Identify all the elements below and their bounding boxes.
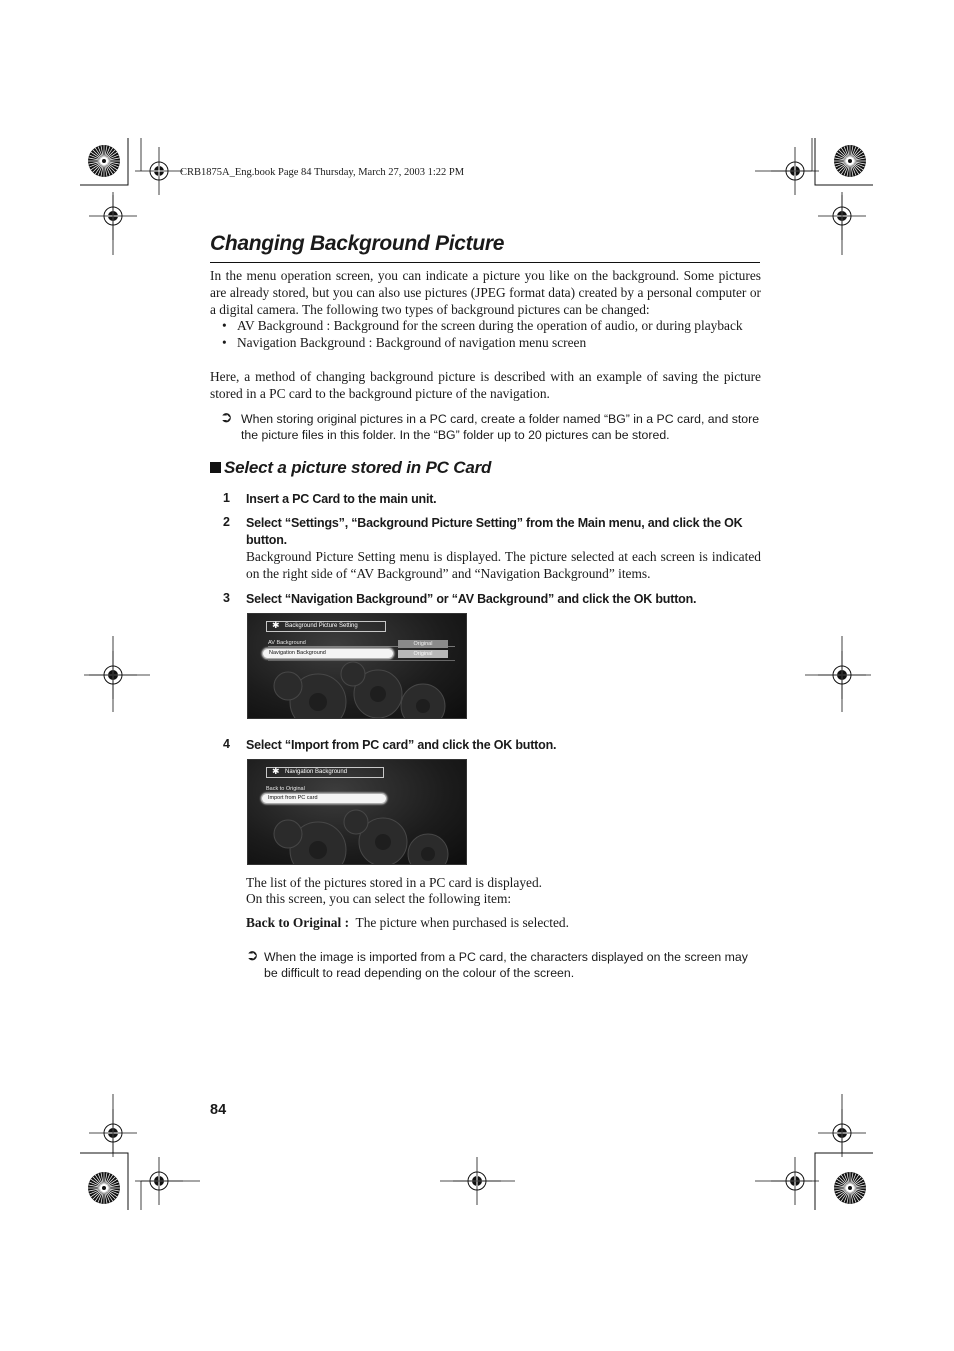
definition-term: Back to Original : [246,915,350,930]
print-header: CRB1875A_Eng.book Page 84 Thursday, March 27, 2003 1:22 PM [180,167,465,178]
intro-paragraph [210,268,761,318]
note-arrow-icon: ➲ [246,947,259,964]
bullet-list [222,318,761,352]
square-bullet-icon [210,462,221,473]
section-heading-text: Select a picture stored in PC Card [224,458,492,477]
menu-item-av-background: AV Background [268,640,306,646]
menu-item-back-to-original: Back to Original [266,786,305,792]
page-number: 84 [210,1102,227,1118]
star-icon: ✱ [272,766,280,776]
intro-text: In the menu operation screen, you can indicate a picture you like on the background. Some pictures are already stored, but you can also use pictures (JPEG format data) created by a personal computer or a digital camera. The following two types of background pictures can be changed: [210,268,761,317]
step-number: 3 [223,591,230,605]
step-number: 4 [223,737,230,751]
value-badge: Original [398,650,448,658]
star-icon: ✱ [272,620,280,630]
bullet-item [222,335,761,352]
step-text: Insert a PC Card to the main unit. [246,492,437,506]
screen-title-bar [266,767,384,778]
definition-item [246,915,761,932]
screen-title: Navigation Background [285,769,348,775]
screen-title: Background Picture Setting [285,623,358,629]
menu-item-label: Import from PC card [268,795,318,801]
menu-item-navigation-background [262,648,394,659]
note-text: When the image is imported from a PC card, the characters displayed on the screen may be difficult to read depending on the colour of the screen. [264,950,748,980]
menu-item-label: Navigation Background [269,650,326,656]
bullet-dot-icon: • [222,318,227,333]
bullet-dot-icon: • [222,334,227,350]
title-rule [210,262,760,263]
step-text: Select “Settings”, “Background Picture Setting” from the Main menu, and click the OK button. [246,516,743,547]
outro-paragraph: Here, a method of changing background picture is described with an example of saving the picture stored in a PC card to the background picture of the navigation. [210,369,761,401]
note-arrow-icon: ➲ [220,409,233,426]
screenshot-navigation-background [247,759,467,865]
result-text-1: The list of the pictures stored in a PC card is displayed. [246,875,543,890]
section-heading [210,458,491,478]
bullet-text: AV Background : Background for the screen during the operation of audio, or during playback [237,318,743,333]
screenshot-background-picture-setting [247,613,467,719]
step-text: Select “Navigation Background” or “AV Background” and click the OK button. [246,592,697,606]
step-number: 1 [223,491,230,505]
screen-title-bar [266,621,386,632]
definition-desc: The picture when purchased is selected. [355,915,569,930]
menu-divider [268,660,455,661]
step-description: Background Picture Setting menu is displayed. The picture selected at each screen is indicated on the right side of “AV Background” and “Navigation Background” items. [246,549,761,581]
menu-item-import-from-pc-card [261,793,387,804]
result-text-2: On this screen, you can select the following item: [246,891,512,906]
step-text: Select “Import from PC card” and click the OK button. [246,738,557,752]
page-title: Changing Background Picture [210,232,505,255]
value-badge: Original [398,640,448,648]
note-text: When storing original pictures in a PC card, create a folder named “BG” in a PC card, and store the picture files in this folder. In the “BG” folder up to 20 pictures can be stored. [241,412,760,442]
step-number: 2 [223,515,230,529]
bullet-text: Navigation Background : Background of navigation menu screen [237,334,587,350]
bullet-item [222,318,761,335]
